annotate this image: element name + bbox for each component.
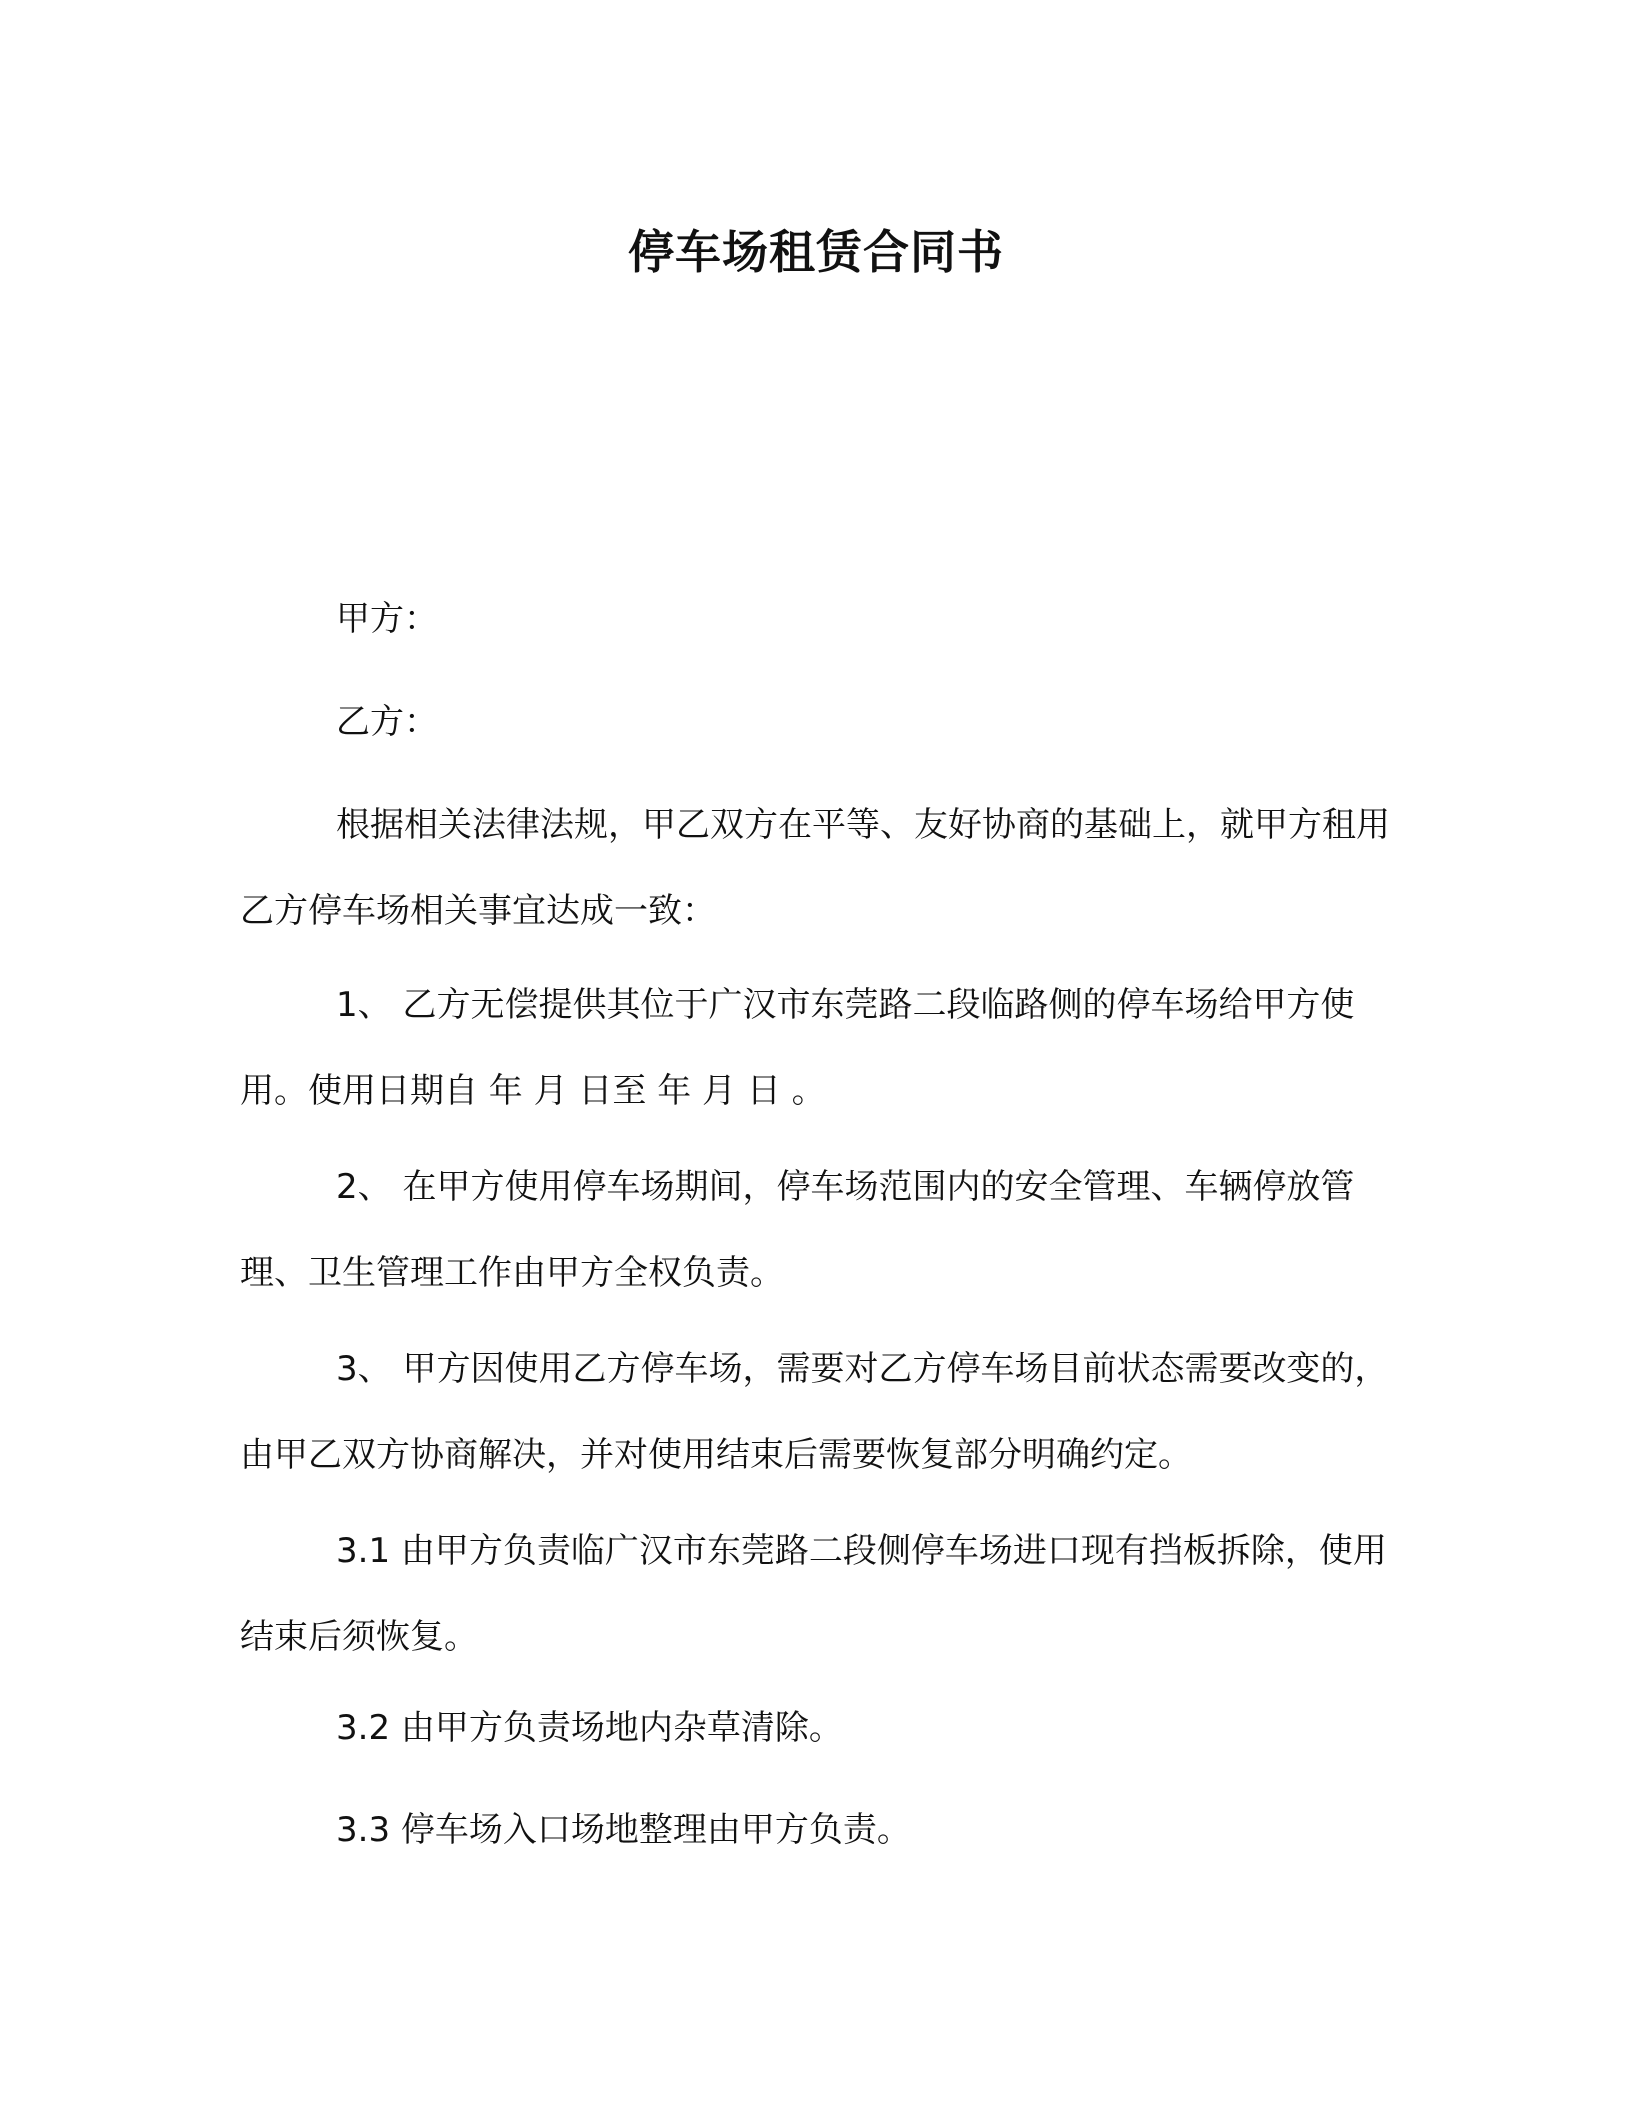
clause-3-paragraph: 3、 甲方因使用乙方停车场，需要对乙方停车场目前状态需要改变的，由甲乙双方协商解决，并对使用结束后需要恢复部分明确约定。	[240, 1349, 1389, 1475]
document-title: 停车场租赁合同书	[628, 225, 1004, 279]
party-b-label: 乙方：	[336, 702, 438, 742]
clause-2-paragraph: 2、 在甲方使用停车场期间，停车场范围内的安全管理、车辆停放管理、卫生管理工作由甲方全权负责。	[240, 1167, 1355, 1293]
clause-3-2-paragraph: 3.2 由甲方负责场地内杂草清除。	[336, 1708, 843, 1748]
clause-3-1-paragraph: 3.1 由甲方负责临广汉市东莞路二段侧停车场进口现有挡板拆除，使用结束后须恢复。	[240, 1531, 1387, 1657]
clause-1-paragraph: 1、 乙方无偿提供其位于广汉市东莞路二段临路侧的停车场给甲方使用。使用日期自 年 月 日至 年 月 日 。	[240, 985, 1355, 1111]
intro-paragraph: 根据相关法律法规，甲乙双方在平等、友好协商的基础上，就甲方租用乙方停车场相关事宜达成一致：	[240, 805, 1390, 931]
clause-3-3-paragraph: 3.3 停车场入口场地整理由甲方负责。	[336, 1810, 911, 1850]
party-a-label: 甲方：	[336, 599, 438, 639]
